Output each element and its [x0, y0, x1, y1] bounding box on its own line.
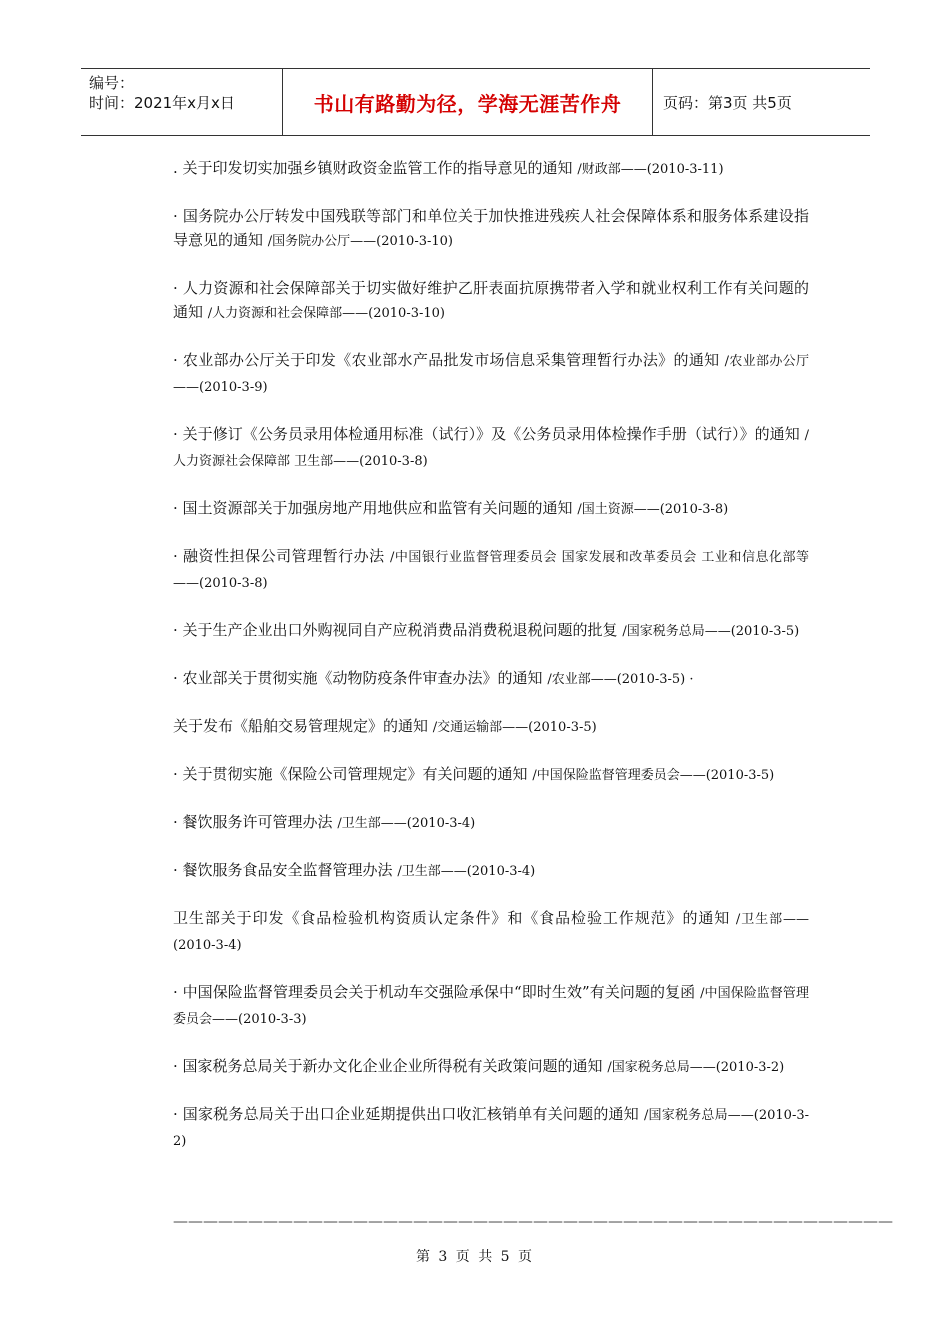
list-item: · 中国保险监督管理委员会关于机动车交强险承保中“即时生效”有关问题的复函 /中国保险监督管理委员会——(2010-3-3): [173, 983, 809, 1027]
separator-line: ————————————————————————————————————————————————: [173, 1212, 893, 1230]
list-item: · 餐饮服务食品安全监督管理办法 /卫生部——(2010-3-4): [173, 861, 536, 879]
list-item: · 关于生产企业出口外购视同自产应税消费品消费税退税问题的批复 /国家税务总局——(2010-3-5): [173, 621, 800, 639]
list-item: 卫生部关于印发《食品检验机构资质认定条件》和《食品检验工作规范》的通知 /卫生部——(2010-3-4): [173, 909, 809, 953]
header-motto-cell: [282, 69, 653, 135]
document-header: [81, 68, 870, 136]
header-meta: [81, 69, 282, 135]
list-item: · 国家税务总局关于新办文化企业企业所得税有关政策问题的通知 /国家税务总局——(2010-3-2): [173, 1057, 785, 1075]
page-label: 页码：第3页 共5页: [663, 93, 792, 112]
list-item: . 关于印发切实加强乡镇财政资金监管工作的指导意见的通知 /财政部——(2010-3-11): [173, 159, 724, 177]
number-label: 编号：: [89, 74, 135, 92]
list-item: · 餐饮服务许可管理办法 /卫生部——(2010-3-4): [173, 813, 476, 831]
list-item: · 农业部关于贯彻实施《动物防疫条件审查办法》的通知 /农业部——(2010-3-5) ·: [173, 669, 694, 687]
list-item: · 国务院办公厅转发中国残联等部门和单位关于加快推进残疾人社会保障体系和服务体系建设指导意见的通知 /国务院办公厅——(2010-3-10): [173, 207, 809, 249]
list-item: · 农业部办公厅关于印发《农业部水产品批发市场信息采集管理暂行办法》的通知 /农业部办公厅——(2010-3-9): [173, 351, 810, 395]
notice-list: [173, 156, 809, 1176]
list-item: · 国家税务总局关于出口企业延期提供出口收汇核销单有关问题的通知 /国家税务总局——(2010-3-2): [173, 1105, 809, 1149]
list-item: · 关于贯彻实施《保险公司管理规定》有关问题的通知 /中国保险监督管理委员会——(2010-3-5): [173, 765, 775, 783]
list-item: · 融资性担保公司管理暂行办法 /中国银行业监督管理委员会 国家发展和改革委员会 工业和信息化部等——(2010-3-8): [173, 547, 809, 591]
list-item: · 人力资源和社会保障部关于切实做好维护乙肝表面抗原携带者入学和就业权利工作有关问题的通知 /人力资源和社会保障部——(2010-3-10): [173, 279, 809, 321]
list-item: 关于发布《船舶交易管理规定》的通知 /交通运输部——(2010-3-5): [173, 717, 597, 735]
time-label: 时间：2021年x月x日: [89, 94, 235, 112]
list-item: · 国土资源部关于加强房地产用地供应和监管有关问题的通知 /国土资源——(2010-3-8): [173, 499, 729, 517]
header-page-cell: [653, 69, 870, 135]
list-item: · 关于修订《公务员录用体检通用标准（试行）》及《公务员录用体检操作手册（试行）》的通知 /人力资源社会保障部 卫生部——(2010-3-8): [173, 425, 809, 469]
motto-text: 书山有路勤为径，学海无涯苦作舟: [313, 91, 622, 116]
page-footer: 第 3 页 共 5 页: [415, 1249, 535, 1265]
